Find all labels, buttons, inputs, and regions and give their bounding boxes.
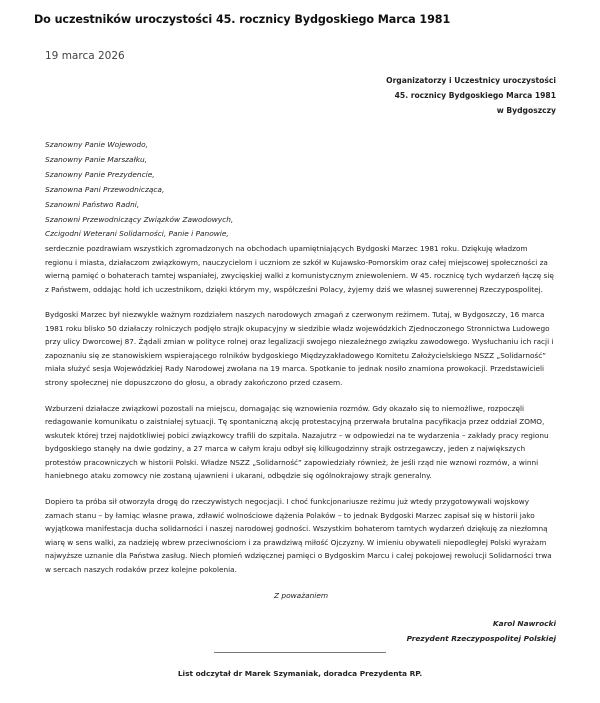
divider-line	[214, 652, 386, 653]
signature-block	[407, 616, 556, 646]
body-paragraph: serdecznie pozdrawiam wszystkich zgromadzonych na obchodach upamiętniających Bydgoski Marzec 1981 roku. Dziękuję władzom regionu i miasta, działaczom związkowym, nauczycielom i uczniom ze szkół w Kujawsko-Pomorskim oraz całej miejscowej społeczności za wierną pamięć o bohaterach tamtej wspaniałej, zwycięskiej walki z komunistycznym zniewoleniem. W 45. rocznicę tych wydarzeń łączę się z Państwem, oddając hołd ich uczestnikom, dzięki którym my, współcześni Polacy, żyjemy dziś we własnej suwerennej Rzeczypospolitej.	[45, 244, 554, 294]
salutation-line: Szanowni Przewodniczący Związków Zawodowych,	[45, 214, 234, 224]
letter-body	[45, 242, 557, 589]
recipient-block	[386, 74, 556, 118]
closing-phrase: Z poważaniem	[274, 591, 329, 600]
signer-name: Karol Nawrocki	[492, 619, 556, 628]
salutation-line: Szanowni Państwo Radni,	[45, 199, 140, 209]
recipient-line: 45. rocznicy Bydgoskiego Marca 1981	[394, 90, 556, 100]
reader-note: List odczytał dr Marek Szymaniak, doradca Prezydenta RP.	[177, 669, 423, 678]
salutation-line: Szanowny Panie Wojewodo,	[45, 140, 148, 149]
letter-date: 19 marca 2026	[45, 50, 125, 62]
body-paragraph: Wzburzeni działacze związkowi pozostali na miejscu, domagając się wznowienia rozmów. Gdy okazało się to niemożliwe, rozpoczęli redagowanie komunikatu o zaistniałej sytuacji. Tę spontaniczną akcję protestacyjną przerwała brutalna pacyfikacja przez oddział ZOMO, wskutek której trzej najdotkliwiej pobici związkowcy trafili do szpitala. Nazajutrz – w odpowiedzi na te wydarzenia – zakłady pracy regionu bydgoskiego stanęły na dwie godziny, a 27 marca w całym kraju odbył się kilkugodzinny strajk ostrzegawczy, jeden z największych protestów pracowniczych w historii Polski. Władze NSZZ „Solidarność” zapowiedziały również, że jeśli rząd nie wznowi rozmów, a winni haniebnego ataku zomowcy nie zostaną ujawnieni i ukarani, odbędzie się ogólnokrajowy strajk generalny.	[45, 403, 549, 481]
recipient-line: Organizatorzy i Uczestnicy uroczystości	[386, 76, 556, 85]
salutation-line: Czcigodni Weterani Solidarności, Panie i Panowie,	[45, 229, 229, 239]
salutation-line: Szanowny Panie Marszałku,	[45, 154, 148, 164]
recipient-line: w Bydgoszczy	[496, 105, 556, 115]
salutation-line: Szanowny Panie Prezydencie,	[45, 169, 155, 179]
letter-title: Do uczestników uroczystości 45. rocznicy Bydgoskiego Marca 1981	[34, 13, 451, 26]
salutation-line: Szanowna Pani Przewodnicząca,	[45, 184, 165, 194]
salutation-list	[45, 138, 233, 242]
signer-position: Prezydent Rzeczypospolitej Polskiej	[406, 634, 556, 643]
body-paragraph: Bydgoski Marzec był niezwykle ważnym rozdziałem naszych narodowych zmagań z czerwonym reżimem. Tutaj, w Bydgoszczy, 16 marca 1981 roku blisko 50 działaczy rolniczych podjęło strajk okupacyjny w siedzibie władz wojewódzkich Zjednoczonego Stronnictwa Ludowego przy ulicy Dworcowej 87. Żądali zmian w polityce rolnej oraz legalizacji swojego niezależnego związku zawodowego. Wysłuchaniu ich racji i zapoznaniu się ze stanowiskiem wspierającego rolników bydgoskiego Międzyzakładowego Komitetu Założycielskiego NSZZ „Solidarność” miała służyć sesja Wojewódzkiej Rady Narodowej zwołana na 19 marca. Spotkanie to jednak nosiło znamiona prowokacji. Przedstawicieli strony społecznej nie dopuszczono do głosu, a obrady zakończono przed czasem.	[45, 310, 554, 387]
body-paragraph: Dopiero ta próba sił otworzyła drogę do rzeczywistych negocjacji. I choć funkcjonariusze reżimu już wtedy przygotowywali wojskowy zamach stanu – by łamiąc własne prawa, zdławić wolnościowe dążenia Polaków – to jednak Bydgoski Marzec zapisał się w historii jako wyjątkowa manifestacja ducha solidarności i naszej narodowej godności. Wszystkim bohaterom tamtych wydarzeń dziękuję za niezłomną wiarę w sens walki, za nadzieję wbrew przeciwnościom i za prawdziwą miłość Ojczyzny. W imieniu obywateli niepodległej Polski wyrażam najwyższe uznanie dla Państwa zasług. Niech płomień wdzięcznej pamięci o Bydgoskim Marcu i całej pokojowej rewolucji Solidarności trwa w sercach naszych rodaków przez kolejne pokolenia.	[45, 497, 552, 574]
